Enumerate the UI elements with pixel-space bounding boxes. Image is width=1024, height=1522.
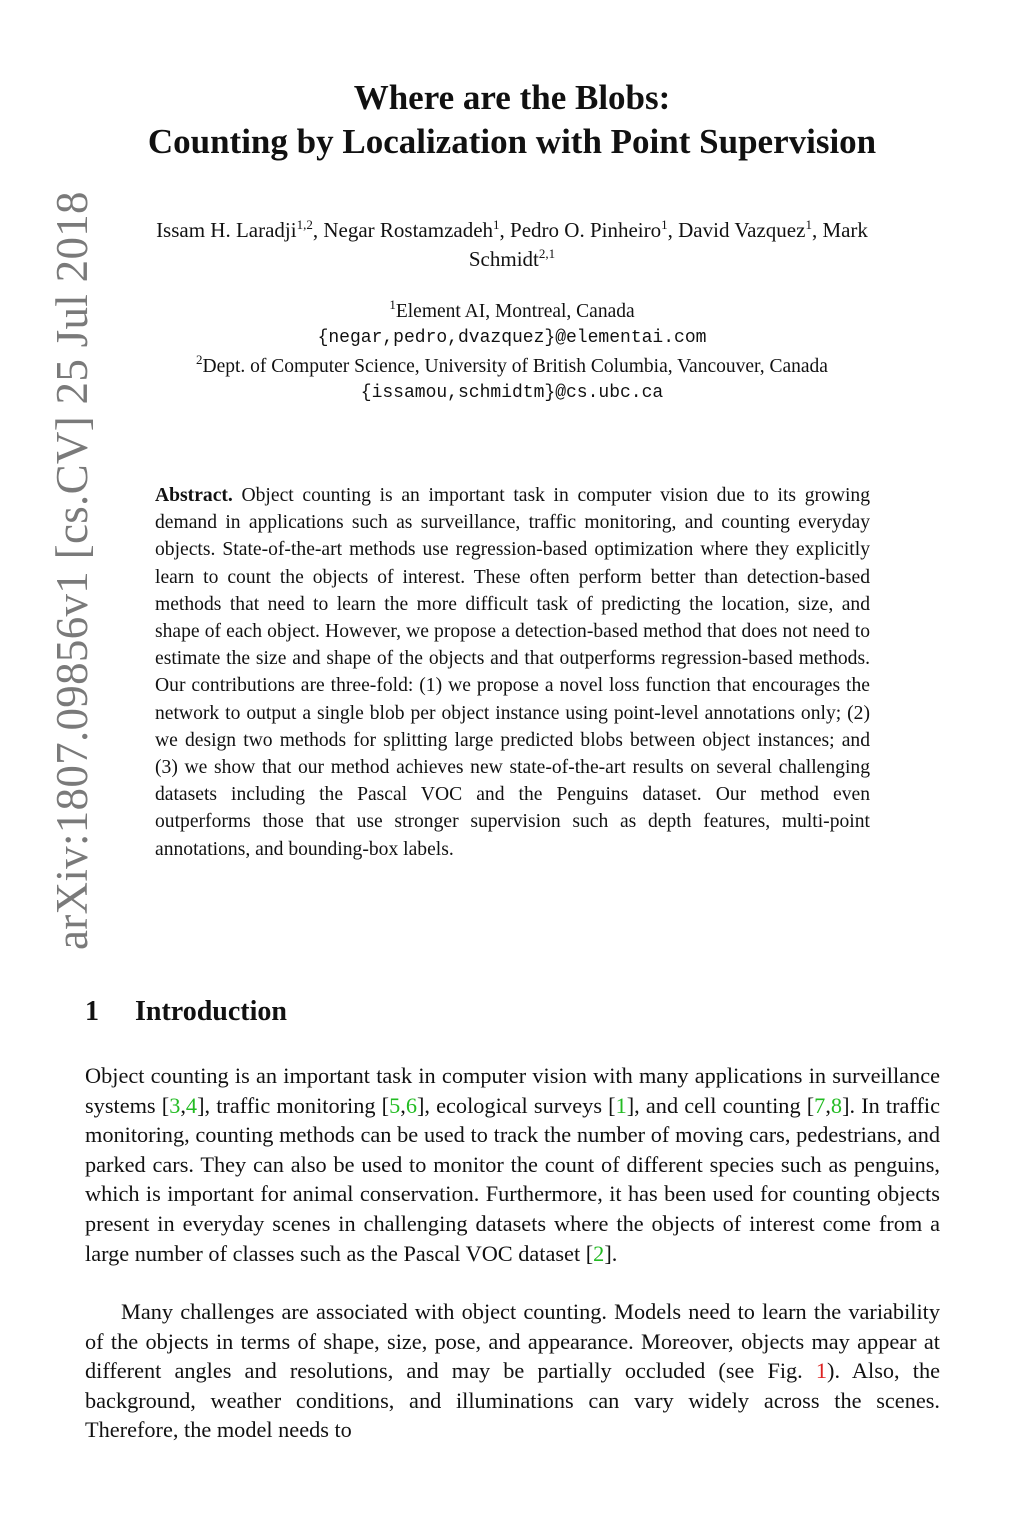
affiliation-emails: {negar,pedro,dvazquez}@elementai.com xyxy=(317,328,707,348)
author-affiliation-mark: 1 xyxy=(661,217,668,232)
section-heading xyxy=(85,994,287,1030)
author-name: Mark Schmidt xyxy=(468,218,868,271)
citation-link[interactable]: 5 xyxy=(389,1092,401,1118)
paragraph-text: Object counting is an important task in computer vision with many applications in surveillance systems [ xyxy=(85,1063,940,1118)
citation-link[interactable]: 1 xyxy=(615,1092,627,1118)
paper-title xyxy=(80,76,944,164)
paragraph-text: Many challenges are associated with object counting. Models need to learn the variability of the objects in terms of shape, size, pose, and appearance. Moreover, objects may appear at different angles and resolutions, and may be partially occluded (see Fig. xyxy=(85,1299,940,1384)
figure-reference-link[interactable]: 1 xyxy=(815,1358,828,1384)
author-affiliation-mark: 1,2 xyxy=(296,217,313,232)
author-affiliation-mark: 1 xyxy=(805,217,812,232)
affiliation-name: Element AI, Montreal, Canada xyxy=(395,301,635,322)
title-line-2: Counting by Localization with Point Supervision xyxy=(147,122,877,161)
intro-paragraph-2 xyxy=(85,1297,940,1445)
title-line-1: Where are the Blobs: xyxy=(353,78,671,117)
author-list: Issam H. Laradji$^{1,2}$, Negar Rostamzadeh$^1$, Pedro O. Pinheiro$^1$, David Vazquez$^1$, Mark Schmidt$^{2,1}$ xyxy=(156,217,868,271)
section-title: Introduction xyxy=(135,996,287,1027)
affiliation-1 xyxy=(90,298,934,352)
citation-link[interactable]: 2 xyxy=(593,1240,605,1266)
paragraph-text: ). Also, the background, weather conditions, and illuminations can vary widely across the scenes. Therefore, the model needs to xyxy=(85,1358,940,1443)
paragraph-text: ], ecological surveys [ xyxy=(416,1092,616,1118)
author-name: Issam H. Laradji xyxy=(156,218,297,242)
section-number: 1 xyxy=(85,996,99,1027)
paragraph-text: ], and cell counting [ xyxy=(626,1092,815,1118)
paragraph-text: ]. xyxy=(604,1240,618,1266)
affiliation-name: Dept. of Computer Science, University of British Columbia, Vancouver, Canada xyxy=(202,356,828,377)
citation-separator: , xyxy=(180,1092,186,1118)
author-name: David Vazquez xyxy=(678,218,806,242)
citation-link[interactable]: 7 xyxy=(814,1092,826,1118)
abstract-label: Abstract. xyxy=(155,485,233,506)
affiliation-emails: {issamou,schmidtm}@cs.ubc.ca xyxy=(360,383,664,403)
author-affiliation-mark: 2,1 xyxy=(538,246,556,261)
citation-link[interactable]: 8 xyxy=(830,1092,843,1118)
abstract xyxy=(155,482,870,863)
citation-link[interactable]: 3 xyxy=(169,1092,181,1118)
citation-link[interactable]: 4 xyxy=(185,1092,198,1118)
citation-link[interactable]: 6 xyxy=(405,1092,417,1118)
paragraph-text: ], traffic monitoring [ xyxy=(197,1092,390,1118)
citation-separator: , xyxy=(400,1092,406,1118)
author-name: Pedro O. Pinheiro xyxy=(510,218,662,242)
paragraph-text: ]. In traffic monitoring, counting methods can be used to track the number of moving cars, pedestrians, and parked cars. They can also be used to monitor the count of different species such as penguins, which is important for animal conservation. Furthermore, it has been used for counting objects present in everyday scenes in challenging datasets where the objects of interest come from a large number of classes such as the Pascal VOC dataset [ xyxy=(85,1092,940,1266)
affiliation-mark: 1 xyxy=(389,297,396,312)
intro-paragraph-1 xyxy=(85,1061,940,1268)
author-affiliation-mark: 1 xyxy=(493,217,500,232)
affiliation-2 xyxy=(90,353,934,407)
author-name: Negar Rostamzadeh xyxy=(323,218,494,242)
affiliation-mark: 2 xyxy=(196,352,203,367)
abstract-text: Object counting is an important task in computer vision due to its growing demand in applications such as surveillance, traffic monitoring, and counting everyday objects. State-of-the-art methods use regression-based optimization where they explicitly learn to count the objects of interest. These often perform better than detection-based methods that need to learn the more difficult task of predicting the location, size, and shape of each object. However, we propose a detection-based method that does not need to estimate the size and shape of the objects and that outperforms regression-based methods. Our contributions are three-fold: (1) we propose a novel loss function that encourages the network to output a single blob per object instance using point-level annotations only; (2) we design two methods for splitting large predicted blobs between object instances; and (3) we show that our method achieves new state-of-the-art results on several challenging datasets including the Pascal VOC and the Penguins dataset. Our method even outperforms those that use stronger supervision such as depth features, multi-point annotations, and bounding-box labels. xyxy=(155,485,871,860)
citation-separator: , xyxy=(825,1092,831,1118)
arxiv-identifier-stamp: arXiv:1807.09856v1 [cs.CV] 25 Jul 2018 xyxy=(47,191,97,950)
